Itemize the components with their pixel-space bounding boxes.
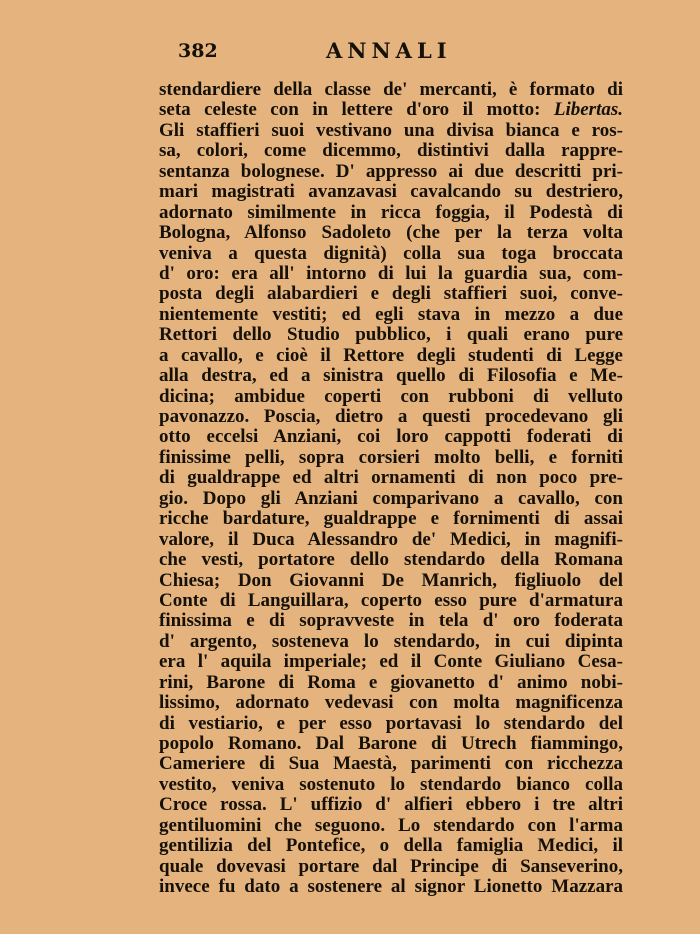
text-line: Gli staffieri suoi vestivano una divisa bianca e ros-	[159, 120, 623, 141]
motto-word: Libertas.	[553, 100, 623, 121]
text-line: sentanza bolognese. D' appresso ai due descritti pri-	[159, 161, 623, 182]
text-line: otto eccelsi Anziani, coi loro cappotti foderati di	[159, 427, 623, 448]
text-line: popolo Romano. Dal Barone di Utrech fiammingo,	[159, 734, 623, 754]
text-line: pavonazzo. Poscia, dietro a questi procedevano gli	[159, 407, 623, 427]
text-line: gentiluomini che seguono. Lo stendardo con l'arma	[159, 815, 623, 836]
text-line: Croce rossa. L' uffizio d' alfieri ebbero i tre altri	[159, 795, 623, 816]
text-line: vestito, veniva sostenuto lo stendardo bianco colla	[159, 774, 623, 795]
text-line: mari magistrati avanzavasi cavalcando su destriero,	[159, 182, 623, 203]
text-line: di gualdrappe ed altri ornamenti di non poco pre-	[159, 468, 623, 489]
text-line: di vestiario, e per esso portavasi lo stendardo del	[159, 713, 623, 734]
text-line: valore, il Duca Alessandro de' Medici, in magnifi-	[159, 529, 623, 550]
text-line: nientemente vestiti; ed egli stava in mezzo a due	[159, 304, 623, 325]
text-line: sa, colori, come dicemmo, distintivi dalla rappre-	[159, 141, 623, 162]
body-text	[159, 80, 623, 898]
text-line: d' argento, sosteneva lo stendardo, in cui dipinta	[159, 631, 623, 652]
text-line: a cavallo, e cioè il Rettore degli studenti di Legge	[159, 345, 623, 366]
text-line: adornato similmente in ricca foggia, il Podestà di	[159, 202, 623, 223]
text-line: invece fu dato a sostenere al signor Lionetto Mazzara	[159, 877, 623, 898]
text-line: stendardiere della classe de' mercanti, è formato di	[159, 80, 623, 100]
text-line: gentilizia del Pontefice, o della famiglia Medici, il	[159, 836, 623, 857]
text-line: rini, Barone di Roma e giovanetto d' animo nobi-	[159, 672, 623, 693]
text-line: d' oro: era all' intorno di lui la guardia sua, com-	[159, 263, 623, 284]
text-line: posta degli alabardieri e degli staffieri suoi, conve-	[159, 284, 623, 305]
text-line: era l' aquila imperiale; ed il Conte Giuliano Cesa-	[159, 652, 623, 673]
text-line: Cameriere di Sua Maestà, parimenti con ricchezza	[159, 754, 623, 775]
text-line: che vesti, portatore dello stendardo della Romana	[159, 550, 623, 571]
text-line: seta celeste con in lettere d'oro il motto: Libertas.	[159, 100, 623, 121]
text-line: alla destra, ed a sinistra quello di Filosofia e Me-	[159, 366, 623, 387]
running-head	[160, 38, 630, 68]
text-line: ricche bardature, gualdrappe e fornimenti di assai	[159, 509, 623, 530]
text-line: gio. Dopo gli Anziani comparivano a cavallo, con	[159, 488, 623, 509]
text-line: finissima e di sopravveste in tela d' oro foderata	[159, 611, 623, 632]
running-title: ANNALI	[326, 38, 452, 63]
page-number: 382	[178, 40, 218, 62]
text-line: dicina; ambidue coperti con rubboni di velluto	[159, 386, 623, 407]
text-line: finissime pelli, sopra corsieri molto belli, e forniti	[159, 447, 623, 468]
text-line: quale dovevasi portare dal Principe di Sanseverino,	[159, 856, 623, 877]
text-line: Bologna, Alfonso Sadoleto (che per la terza volta	[159, 223, 623, 244]
text-line: veniva a questa dignità) colla sua toga broccata	[159, 243, 623, 264]
text-line: lissimo, adornato vedevasi con molta magnificenza	[159, 693, 623, 714]
text-line: Conte di Languillara, coperto esso pure d'armatura	[159, 590, 623, 611]
text-line: Rettori dello Studio pubblico, i quali erano pure	[159, 325, 623, 346]
text-line: Chiesa; Don Giovanni De Manrich, figliuolo del	[159, 570, 623, 591]
